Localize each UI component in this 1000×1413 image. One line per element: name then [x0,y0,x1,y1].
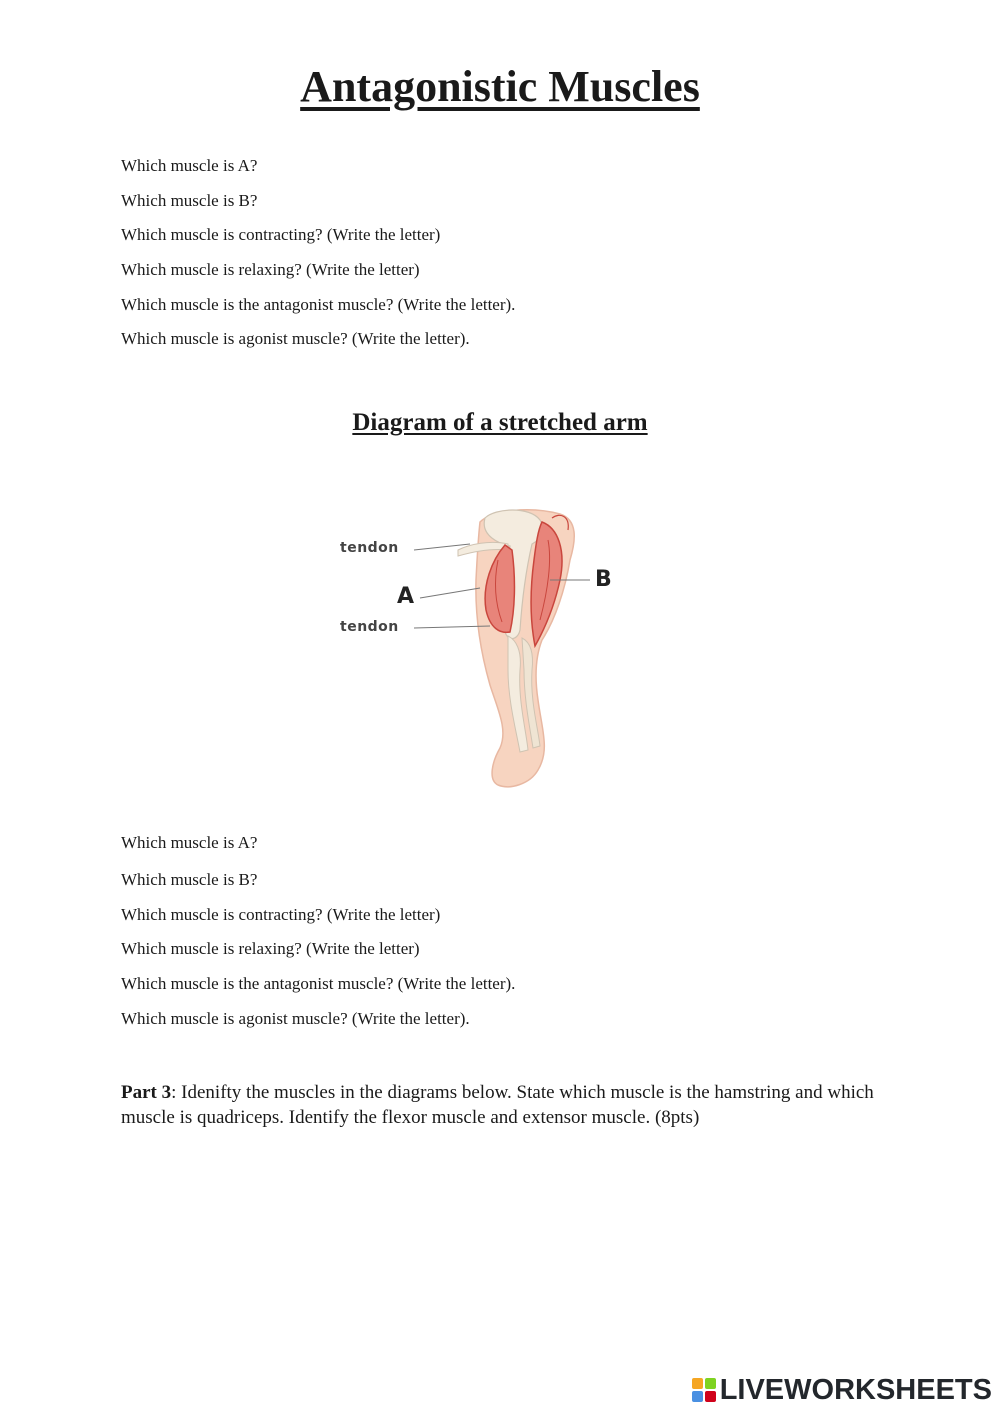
question-item: Which muscle is B? [121,190,258,210]
question-item: Which muscle is contracting? (Write the letter) [121,904,441,924]
stretched-arm-diagram [330,500,650,800]
question-item: Which muscle is the antagonist muscle? (Write the letter). [121,974,516,994]
question-item: Which muscle is B? [121,870,258,889]
logo-grid-icon [692,1378,716,1402]
part3-text: : Idenifty the muscles in the diagrams below. State which muscle is the hamstring and which muscle is quadriceps. Identify the flexor muscle and extensor muscle. (8pts) [121,1082,874,1128]
question-item: Which muscle is A? [121,156,258,175]
logo-text: LIVEWORKSHEETS [719,1373,992,1406]
label-muscle-a: A [397,584,415,609]
label-tendon-top: tendon [340,540,399,556]
diagram-heading: Diagram of a stretched arm [352,409,648,436]
label-muscle-b: B [595,567,612,592]
question-item: Which muscle is contracting? (Write the letter) [121,225,441,245]
question-item: Which muscle is the antagonist muscle? (Write the letter). [121,294,516,314]
part3-instructions [121,1080,881,1130]
page-title: Antagonistic Muscles [300,62,700,111]
question-list-1 [121,156,515,364]
liveworksheets-logo [692,1373,992,1407]
question-item: Which muscle is relaxing? (Write the letter) [121,939,420,959]
part3-label: Part 3 [121,1082,172,1103]
label-tendon-bottom: tendon [340,619,399,635]
question-list-2 [121,833,515,1043]
question-item: Which muscle is agonist muscle? (Write the letter). [121,1008,470,1028]
question-item: Which muscle is agonist muscle? (Write the letter). [121,329,470,349]
question-item: Which muscle is relaxing? (Write the letter) [121,260,420,280]
question-item: Which muscle is A? [121,833,258,852]
